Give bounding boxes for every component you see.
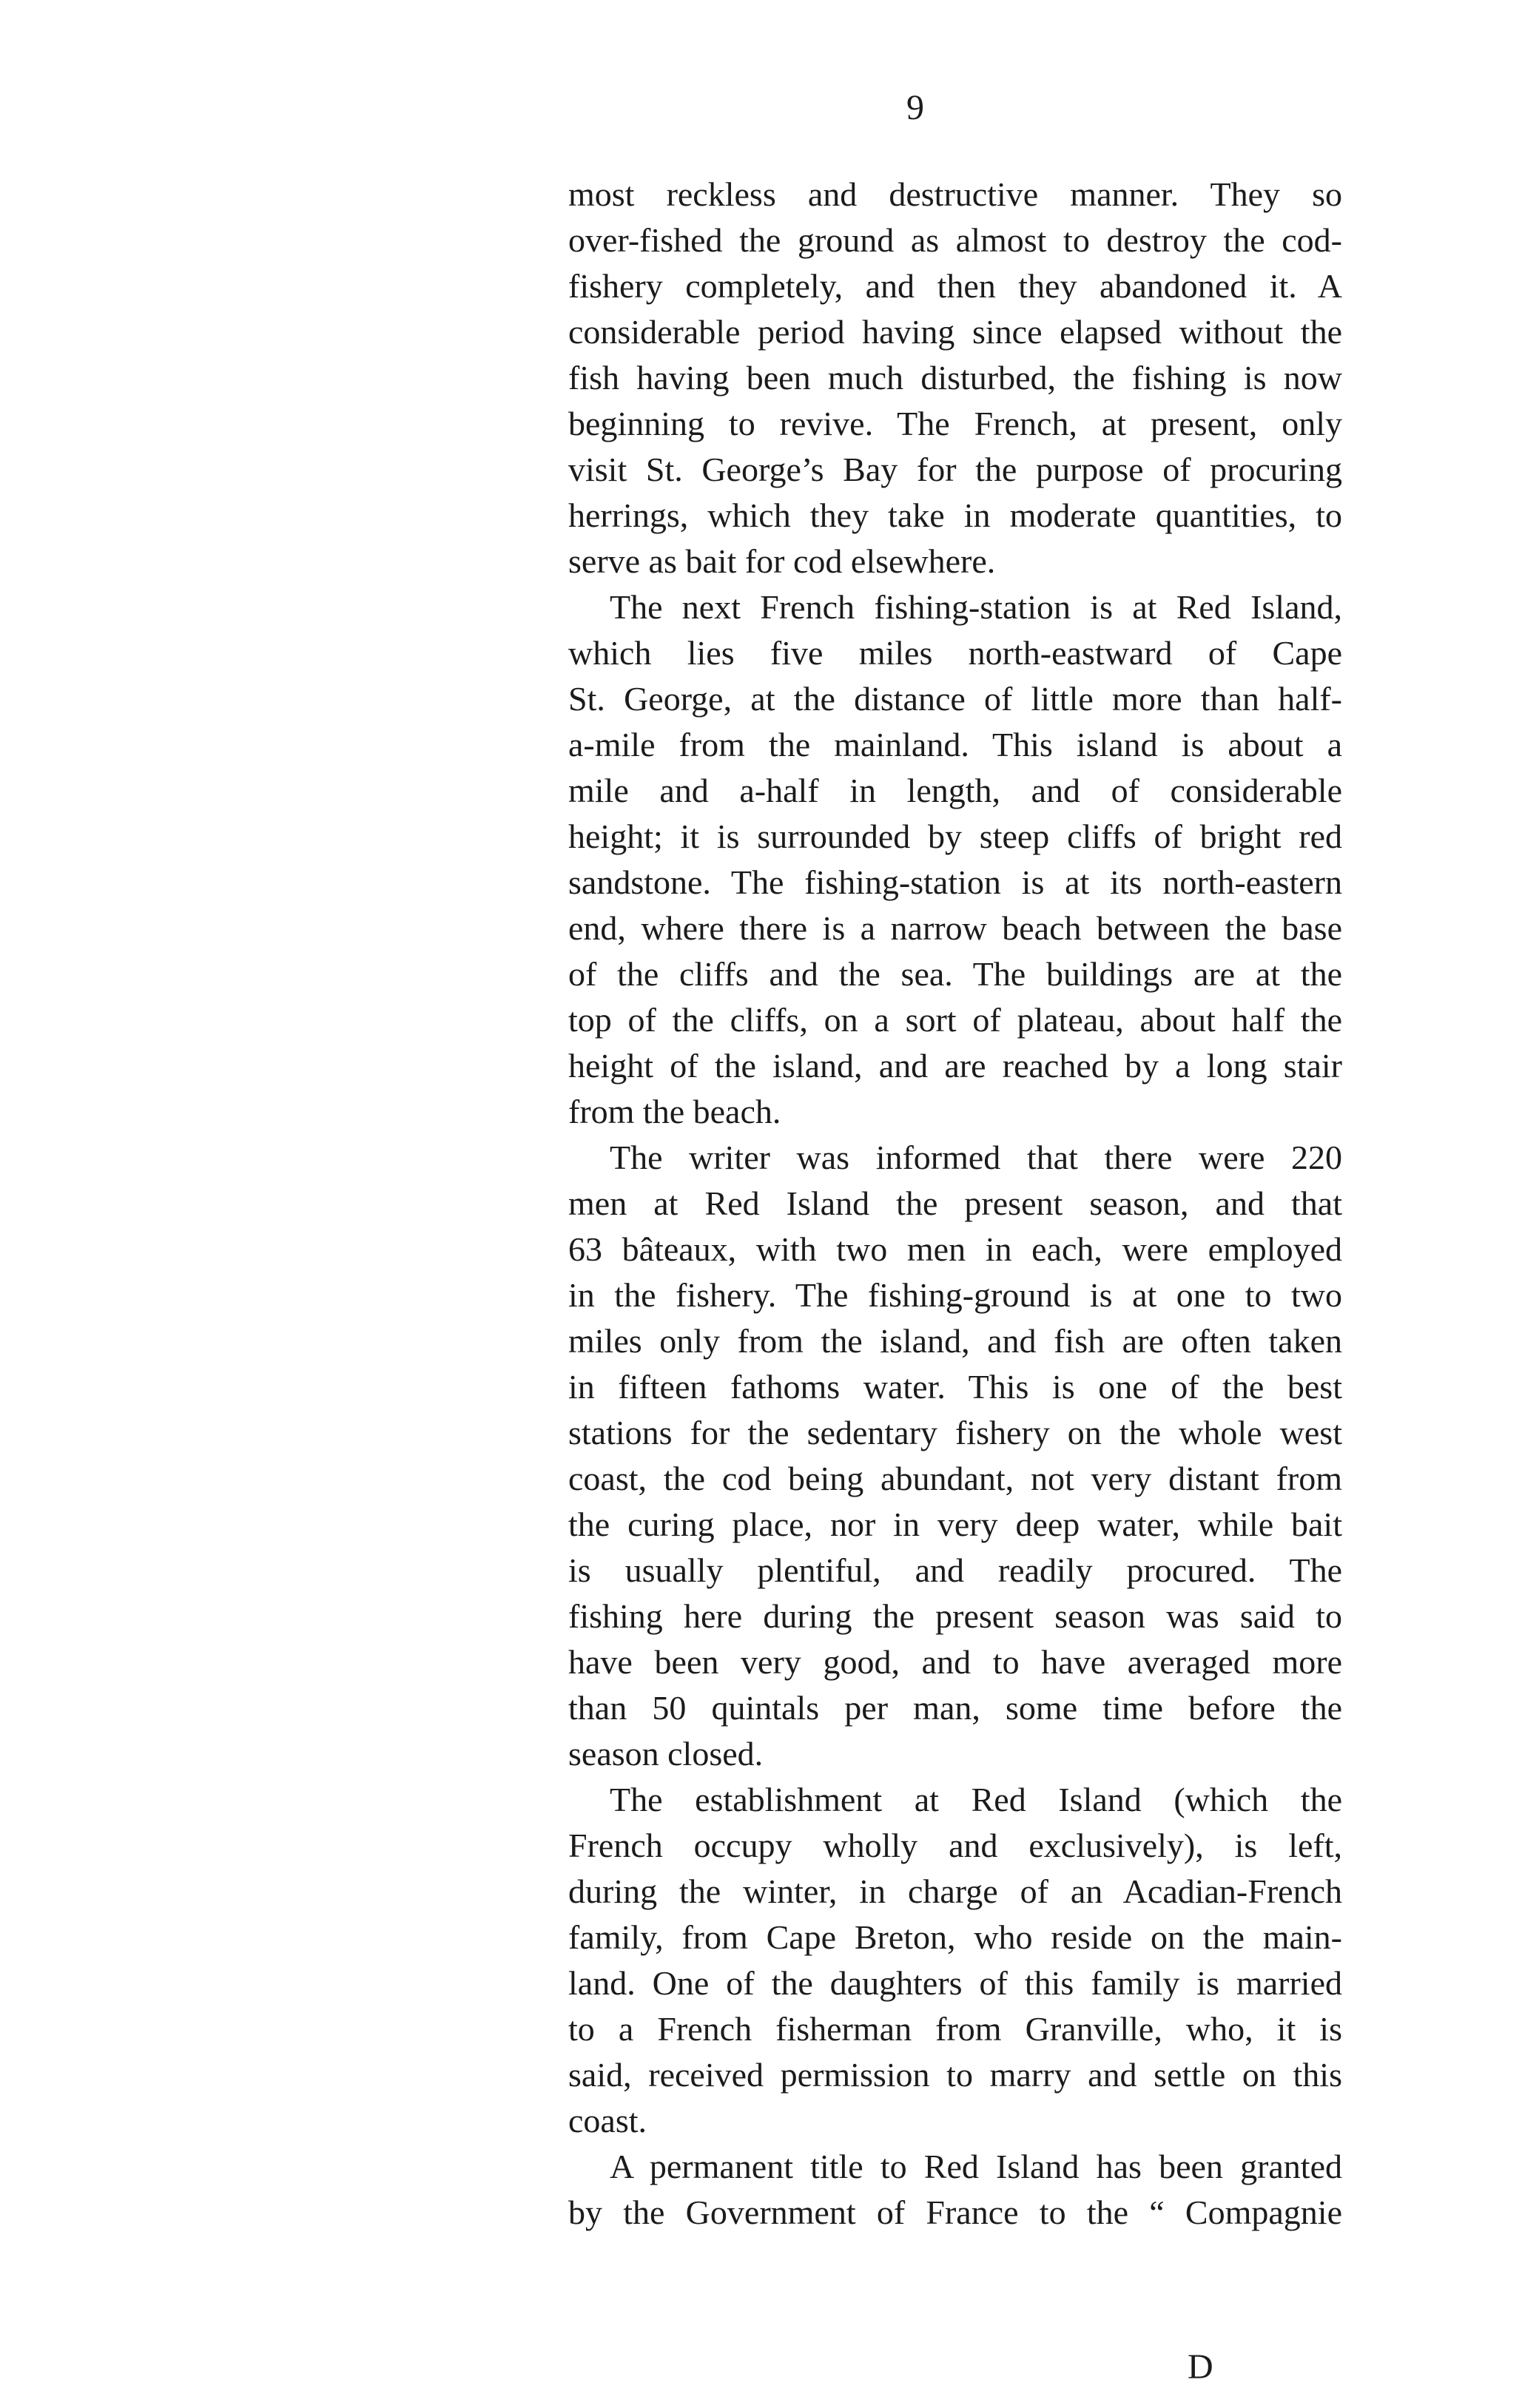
text-line: fish having been much disturbed, the fishing is now <box>568 359 1342 397</box>
text-line: top of the cliffs, on a sort of plateau, about half the <box>568 1001 1342 1039</box>
text-line: end, where there is a narrow beach between the base <box>568 909 1342 947</box>
text-line: herrings, which they take in moderate quantities, to <box>568 496 1342 534</box>
text-line: A permanent title to Red Island has been granted <box>610 2148 1342 2185</box>
text-line: stations for the sedentary fishery on the whole west <box>568 1414 1342 1451</box>
paragraph <box>568 584 1342 1135</box>
text-line: sandstone. The fishing-station is at its north-eastern <box>568 863 1342 901</box>
text-line: the curing place, nor in very deep water, while bait <box>568 1505 1342 1543</box>
text-line: mile and a-half in length, and of considerable <box>568 772 1342 809</box>
text-line: beginning to revive. The French, at present, only <box>568 405 1342 442</box>
text-line: miles only from the island, and fish are often taken <box>568 1322 1342 1360</box>
text-line: coast, the cod being abundant, not very distant from <box>568 1460 1342 1497</box>
paragraph <box>568 1135 1342 1777</box>
text-line: said, received permission to marry and settle on this <box>568 2056 1342 2094</box>
text-line: coast. <box>568 2102 647 2139</box>
text-line: visit St. George’s Bay for the purpose of procuring <box>568 451 1342 488</box>
text-line: which lies five miles north-eastward of Cape <box>568 634 1342 672</box>
text-line: St. George, at the distance of little more than half- <box>568 680 1342 718</box>
page-number: 9 <box>906 88 924 127</box>
signature-mark: D <box>1188 2347 1213 2387</box>
text-line: family, from Cape Breton, who reside on the main- <box>568 1918 1342 1956</box>
text-line: men at Red Island the present season, and that <box>568 1184 1342 1222</box>
text-line: serve as bait for cod elsewhere. <box>568 542 996 580</box>
paragraph <box>568 172 1342 584</box>
text-line: by the Government of France to the “ Compagnie <box>568 2193 1342 2231</box>
text-line: from the beach. <box>568 1093 781 1130</box>
text-line: in the fishery. The fishing-ground is at one to two <box>568 1276 1342 1314</box>
text-line: 63 bâteaux, with two men in each, were employed <box>568 1230 1342 1268</box>
text-line: in fifteen fathoms water. This is one of the best <box>568 1368 1342 1406</box>
text-line: a-mile from the mainland. This island is about a <box>568 726 1342 763</box>
text-line: The next French fishing-station is at Red Island, <box>610 588 1342 626</box>
text-line: fishery completely, and then they abandoned it. A <box>568 267 1342 305</box>
text-line: considerable period having since elapsed without the <box>568 313 1342 351</box>
text-line: fishing here during the present season was said to <box>568 1597 1342 1635</box>
text-line: season closed. <box>568 1735 764 1773</box>
text-line: over-fished the ground as almost to destroy the cod- <box>568 221 1342 259</box>
text-line: of the cliffs and the sea. The buildings are at the <box>568 955 1342 993</box>
paragraph <box>568 1777 1342 2144</box>
text-line: height; it is surrounded by steep cliffs of bright red <box>568 817 1342 855</box>
text-line: most reckless and destructive manner. They so <box>568 175 1342 213</box>
text-line: to a French fisherman from Granville, who, it is <box>568 2010 1342 2048</box>
text-line: The writer was informed that there were 220 <box>610 1139 1342 1176</box>
body-text <box>568 172 1342 2236</box>
text-line: during the winter, in charge of an Acadian-French <box>568 1872 1342 1910</box>
text-line: French occupy wholly and exclusively), is left, <box>568 1827 1342 1864</box>
text-line: have been very good, and to have averaged more <box>568 1643 1342 1681</box>
text-line: is usually plentiful, and readily procured. The <box>568 1551 1342 1589</box>
text-line: than 50 quintals per man, some time before the <box>568 1689 1342 1727</box>
text-line: The establishment at Red Island (which the <box>610 1781 1342 1818</box>
text-line: height of the island, and are reached by a long stair <box>568 1047 1342 1085</box>
paragraph <box>568 2144 1342 2236</box>
text-line: land. One of the daughters of this family is married <box>568 1964 1342 2002</box>
